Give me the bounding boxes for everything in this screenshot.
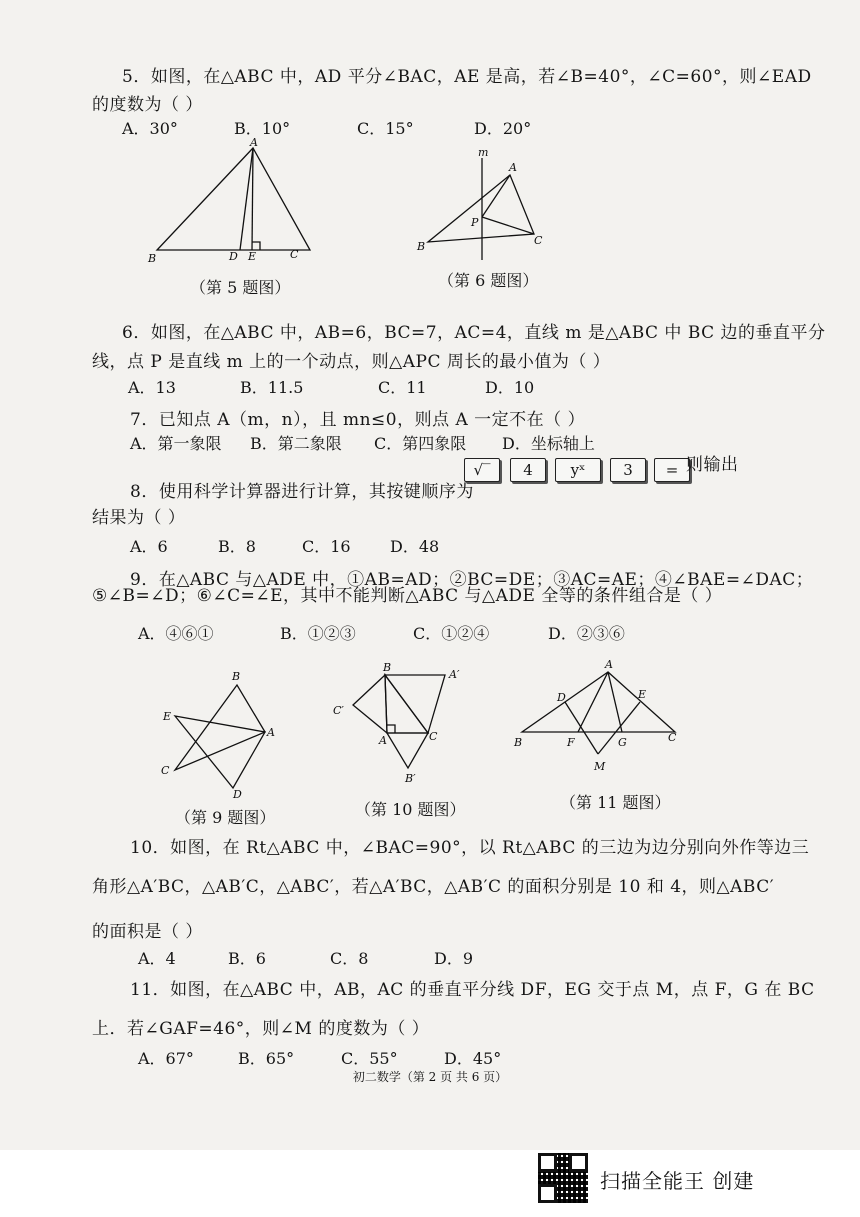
scanner-watermark [538, 1153, 798, 1203]
q9-options [138, 621, 738, 641]
q6-figure-caption: （第 6 题图） [438, 271, 539, 290]
q6-text-line2: 线，点 P 是直线 m 上的一个动点，则△APC 周长的最小值为（ ） [92, 352, 611, 372]
q11-option-c[interactable]: C．55° [341, 1049, 398, 1068]
q8-key-3: 3 [610, 458, 646, 482]
q11-option-d[interactable]: D．45° [444, 1049, 502, 1068]
q10-triangle-a1bc [385, 675, 445, 733]
q7-option-b[interactable]: B．第二象限 [250, 434, 342, 453]
q10-label-c: C [429, 730, 438, 743]
q5-option-b[interactable]: B．10° [234, 119, 291, 138]
q9-label-b: B [232, 670, 241, 683]
q5-text-line1: 5．如图，在△ABC 中，AD 平分∠BAC，AE 是高，若∠B=40°，∠C=60°，则∠EAD [122, 67, 812, 87]
q5-triangle [157, 148, 310, 250]
q5-figure [140, 138, 340, 273]
q10-label-a1: A′ [449, 668, 460, 681]
q9-option-a[interactable]: A．④⑥① [138, 624, 214, 643]
q11-options [138, 1046, 738, 1066]
q9-option-d[interactable]: D．②③⑥ [548, 624, 625, 643]
q11-label-g: G [618, 736, 627, 749]
q11-label-b: B [514, 736, 523, 749]
q5-option-c[interactable]: C．15° [357, 119, 414, 138]
q10-figure [325, 660, 475, 790]
q5-label-e: E [248, 250, 257, 263]
q11-label-c: C [668, 731, 677, 744]
q6-label-a: A [509, 161, 517, 174]
q8-option-b[interactable]: B．8 [218, 537, 256, 556]
q10-right-angle-mark [387, 725, 395, 733]
q11-figure [510, 660, 690, 775]
q9-figure-caption: （第 9 题图） [175, 808, 276, 827]
q5-option-a[interactable]: A．30° [122, 119, 178, 138]
q5-options [122, 116, 722, 136]
q5-label-c: C [290, 248, 299, 261]
q6-label-m: m [478, 146, 489, 159]
q11-option-b[interactable]: B．65° [238, 1049, 295, 1068]
q9-option-c[interactable]: C．①②④ [413, 624, 490, 643]
q7-option-c[interactable]: C．第四象限 [374, 434, 467, 453]
q5-label-d: D [229, 250, 238, 263]
q6-label-c: C [534, 234, 543, 247]
q11-label-a: A [605, 658, 613, 671]
q10-label-b1: B′ [405, 772, 416, 785]
q5-label-b: B [148, 252, 157, 265]
q6-option-d[interactable]: D．10 [485, 378, 535, 397]
q6-triangle [428, 175, 534, 242]
q11-label-d: D [557, 691, 566, 704]
q5-right-angle-mark [252, 242, 260, 250]
q10-option-d[interactable]: D．9 [434, 949, 474, 968]
q11-text-line1: 11．如图，在△ABC 中，AB，AC 的垂直平分线 DF，EG 交于点 M，点 F，G 在 BC [130, 980, 815, 1000]
q9-label-e: E [163, 710, 172, 723]
q11-option-a[interactable]: A．67° [138, 1049, 194, 1068]
q10-option-a[interactable]: A．4 [138, 949, 176, 968]
q10-figure-caption: （第 10 题图） [355, 800, 466, 819]
q10-text-line2: 角形△A′BC，△AB′C，△ABC′，若△A′BC，△AB′C 的面积分别是 10 和 4，则△ABC′ [92, 877, 775, 897]
q9-label-c: C [161, 764, 170, 777]
q8-option-d[interactable]: D．48 [390, 537, 440, 556]
q6-option-b[interactable]: B．11.5 [240, 378, 304, 397]
q6-label-b: B [417, 240, 426, 253]
q10-option-c[interactable]: C．8 [330, 949, 369, 968]
q11-label-e: E [638, 688, 647, 701]
q9-label-d: D [233, 788, 242, 801]
q7-options [130, 431, 730, 451]
q5-text-line2: 的度数为（ ） [92, 95, 203, 115]
q8-key-sequence [464, 458, 680, 484]
q11-figure-caption: （第 11 题图） [560, 793, 671, 812]
q7-text-line1: 7．已知点 A（m，n），且 mn≤0，则点 A 一定不在（ ） [130, 410, 586, 430]
q6-text-line1: 6．如图，在△ABC 中，AB=6，BC=7，AC=4，直线 m 是△ABC 中 BC 边的垂直平分 [122, 323, 826, 343]
q8-key-power: yˣ [555, 458, 601, 482]
q10-text-line3: 的面积是（ ） [92, 922, 203, 942]
q9-triangle-abc [175, 685, 265, 770]
q5-altitude-ae [252, 148, 253, 250]
q7-option-a[interactable]: A．第一象限 [130, 434, 222, 453]
q8-key-sqrt: √‾ [464, 458, 500, 482]
q5-figure-caption: （第 5 题图） [190, 278, 291, 297]
q8-text-suffix: 则输出 [686, 455, 739, 475]
q6-options [128, 375, 728, 395]
q8-option-a[interactable]: A．6 [130, 537, 168, 556]
q11-text-line2: 上．若∠GAF=46°，则∠M 的度数为（ ） [92, 1019, 430, 1039]
q10-triangle-abc1 [353, 675, 387, 733]
q11-segment-af [578, 672, 608, 732]
q8-text-line2: 结果为（ ） [92, 508, 186, 528]
q6-segment-pa [482, 175, 510, 217]
q6-segment-pc [482, 217, 534, 234]
q8-key-4: 4 [510, 458, 546, 482]
q9-option-b[interactable]: B．①②③ [280, 624, 356, 643]
q10-triangle-ab1c [387, 733, 428, 768]
q9-text-line1: 9．在△ABC 与△ADE 中，①AB=AD；②BC=DE；③AC=AE；④∠BAE=∠DAC； [130, 570, 814, 590]
q11-label-m: M [594, 760, 606, 773]
q8-key-equals: = [654, 458, 690, 482]
q11-triangle [522, 672, 675, 732]
q6-option-c[interactable]: C．11 [378, 378, 427, 397]
q9-figure [155, 670, 285, 800]
scanner-label: 扫描全能王 创建 [600, 1169, 755, 1193]
q10-label-a: A [379, 734, 387, 747]
q6-option-a[interactable]: A．13 [128, 378, 176, 397]
q10-label-b: B [383, 661, 392, 674]
q6-figure [412, 146, 552, 265]
q11-segment-ag [608, 672, 622, 732]
q8-options [130, 534, 730, 554]
q10-option-b[interactable]: B．6 [228, 949, 266, 968]
q7-option-d[interactable]: D．坐标轴上 [502, 434, 595, 453]
q10-options [138, 946, 738, 966]
q5-option-d[interactable]: D．20° [474, 119, 532, 138]
q9-label-a: A [267, 726, 275, 739]
q11-label-f: F [567, 736, 575, 749]
q8-text-prefix: 8．使用科学计算器进行计算，其按键顺序为 [130, 482, 474, 502]
q10-text-line1: 10．如图，在 Rt△ABC 中，∠BAC=90°，以 Rt△ABC 的三边为边分别向外作等边三 [130, 838, 810, 858]
q6-label-p: P [471, 216, 479, 229]
q5-bisector-ad [240, 148, 253, 250]
q5-label-a: A [250, 136, 258, 149]
qr-code-icon [538, 1153, 588, 1203]
page-footer: 初二数学（第 2 页 共 6 页） [352, 1070, 508, 1084]
q8-option-c[interactable]: C．16 [302, 537, 351, 556]
q9-text-line2: ⑤∠B=∠D；⑥∠C=∠E，其中不能判断△ABC 与△ADE 全等的条件组合是（ ） [92, 586, 723, 606]
q10-label-c1: C′ [333, 704, 344, 717]
